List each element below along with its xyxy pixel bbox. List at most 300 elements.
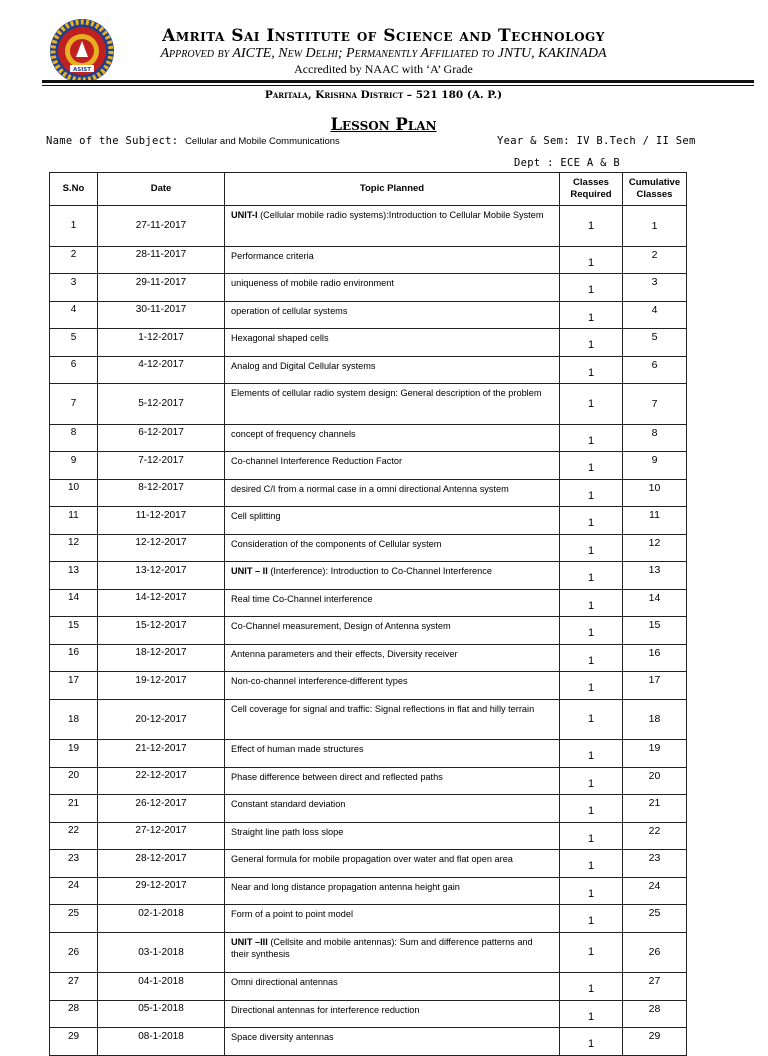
cell-sno-text: 8 <box>70 427 77 439</box>
cell-topic <box>225 672 560 700</box>
cell-classes-required <box>560 822 623 850</box>
cell-classes-required-text: 1 <box>587 860 595 873</box>
cell-cumulative <box>623 932 687 973</box>
cell-sno <box>50 534 98 562</box>
cell-date-text: 27-12-2017 <box>135 825 187 837</box>
cell-sno <box>50 699 98 740</box>
cell-date <box>98 822 225 850</box>
cell-sno <box>50 740 98 768</box>
cell-date-text: 6-12-2017 <box>138 427 184 439</box>
cell-date <box>98 274 225 302</box>
cell-classes-required-text: 1 <box>587 599 595 612</box>
cell-classes-required-text: 1 <box>587 517 595 530</box>
cell-topic <box>225 589 560 617</box>
table-row <box>50 384 687 425</box>
cell-date <box>98 850 225 878</box>
cell-sno-text: 25 <box>67 907 80 919</box>
cell-classes-required-text: 1 <box>587 572 595 585</box>
cell-classes-required <box>560 274 623 302</box>
cell-sno <box>50 329 98 357</box>
cell-sno-text: 17 <box>67 674 80 686</box>
table-row <box>50 562 687 590</box>
cell-topic <box>225 740 560 768</box>
cell-classes-required-text: 1 <box>587 434 595 447</box>
cell-date-text: 15-12-2017 <box>135 619 187 631</box>
cell-sno-text: 7 <box>70 398 77 410</box>
cell-classes-required <box>560 644 623 672</box>
cell-topic <box>225 850 560 878</box>
cell-sno <box>50 479 98 507</box>
cell-classes-required-text: 1 <box>587 777 595 790</box>
topic-text: Cell splitting <box>231 511 281 521</box>
cell-date-text: 04-1-2018 <box>138 975 184 987</box>
cell-cumulative-text: 25 <box>648 907 661 920</box>
cell-cumulative <box>623 452 687 480</box>
cell-date-text: 19-12-2017 <box>135 674 187 686</box>
year-semester: Year & Sem: IV B.Tech / II Sem <box>497 135 696 147</box>
cell-topic <box>225 424 560 452</box>
header-cumulative-classes: Cumulative Classes <box>623 173 687 206</box>
cell-cumulative <box>623 905 687 933</box>
cell-cumulative <box>623 877 687 905</box>
cell-cumulative-text: 26 <box>648 946 661 959</box>
cell-date <box>98 246 225 274</box>
cell-classes-required-text: 1 <box>587 256 595 269</box>
table-row <box>50 246 687 274</box>
cell-classes-required-text: 1 <box>587 915 595 928</box>
table-row <box>50 301 687 329</box>
cell-classes-required <box>560 206 623 247</box>
cell-classes-required-text: 1 <box>587 887 595 900</box>
cell-classes-required <box>560 424 623 452</box>
cell-sno-text: 19 <box>67 742 80 754</box>
cell-cumulative <box>623 589 687 617</box>
cell-classes-required <box>560 850 623 878</box>
cell-date <box>98 424 225 452</box>
cell-topic <box>225 507 560 535</box>
cell-classes-required <box>560 479 623 507</box>
topic-text: Straight line path loss slope <box>231 826 344 837</box>
cell-classes-required <box>560 452 623 480</box>
header-date: Date <box>98 173 225 206</box>
cell-sno-text: 15 <box>67 619 80 631</box>
cell-classes-required-text: 1 <box>587 311 595 324</box>
table-row <box>50 206 687 247</box>
cell-cumulative-text: 21 <box>648 797 661 810</box>
cell-cumulative <box>623 644 687 672</box>
cell-cumulative-text: 11 <box>649 509 660 522</box>
header-rule-thin <box>42 85 754 86</box>
table-row <box>50 905 687 933</box>
cell-sno <box>50 617 98 645</box>
cell-sno-text: 5 <box>70 331 77 343</box>
topic-text: Form of a point to point model <box>231 909 354 919</box>
table-row <box>50 767 687 795</box>
cell-sno-text: 26 <box>67 946 80 958</box>
cell-classes-required <box>560 699 623 740</box>
cell-sno-text: 29 <box>67 1030 80 1042</box>
cell-cumulative-text: 13 <box>648 564 661 577</box>
cell-date-text: 5-12-2017 <box>138 398 184 410</box>
cell-date-text: 8-12-2017 <box>138 482 184 494</box>
topic-text: Real time Co-Channel interference <box>231 593 373 604</box>
cell-sno-text: 10 <box>67 482 80 494</box>
cell-classes-required <box>560 877 623 905</box>
topic-text: Co-channel Interference Reduction Factor <box>231 456 403 466</box>
cell-classes-required-text: 1 <box>587 366 595 379</box>
cell-date-text: 02-1-2018 <box>138 907 184 919</box>
topic-text: Non-co-channel interference-different types <box>231 676 408 686</box>
cell-cumulative <box>623 206 687 247</box>
cell-cumulative-text: 15 <box>648 619 661 632</box>
cell-topic <box>225 562 560 590</box>
cell-cumulative <box>623 562 687 590</box>
unit-label: UNIT-I <box>231 210 258 220</box>
cell-classes-required <box>560 795 623 823</box>
cell-sno <box>50 644 98 672</box>
cell-topic <box>225 356 560 384</box>
cell-sno <box>50 246 98 274</box>
cell-classes-required-text: 1 <box>587 713 595 726</box>
cell-cumulative <box>623 850 687 878</box>
cell-cumulative <box>623 329 687 357</box>
cell-topic <box>225 932 560 973</box>
cell-date <box>98 672 225 700</box>
cell-date <box>98 329 225 357</box>
cell-date-text: 05-1-2018 <box>138 1003 184 1015</box>
cell-cumulative-text: 4 <box>651 303 658 316</box>
cell-classes-required-text: 1 <box>587 544 595 557</box>
topic-text: Space diversity antennas <box>231 1032 334 1042</box>
cell-cumulative <box>623 424 687 452</box>
topic-text: Directional antennas for interference reduction <box>231 1004 420 1015</box>
topic-text: Effect of human made structures <box>231 744 364 754</box>
cell-sno-text: 1 <box>70 220 77 232</box>
table-row <box>50 795 687 823</box>
cell-date <box>98 1000 225 1028</box>
cell-sno-text: 23 <box>67 852 80 864</box>
cell-cumulative-text: 19 <box>648 742 661 755</box>
cell-date-text: 28-12-2017 <box>135 852 187 864</box>
table-row <box>50 589 687 617</box>
cell-cumulative <box>623 479 687 507</box>
cell-topic <box>225 795 560 823</box>
cell-topic <box>225 822 560 850</box>
cell-date <box>98 877 225 905</box>
cell-sno-text: 13 <box>67 564 80 576</box>
cell-classes-required-text: 1 <box>587 750 595 763</box>
logo-text: ASIST <box>73 67 91 73</box>
cell-classes-required <box>560 562 623 590</box>
topic-text: Antenna parameters and their effects, Diversity receiver <box>231 648 458 659</box>
table-row <box>50 932 687 973</box>
topic-text: Near and long distance propagation antenna height gain <box>231 881 460 892</box>
topic-text: operation of cellular systems <box>231 305 348 316</box>
table-row <box>50 877 687 905</box>
cell-sno <box>50 1028 98 1056</box>
cell-date-text: 21-12-2017 <box>135 742 187 754</box>
cell-date <box>98 767 225 795</box>
topic-text: Elements of cellular radio system design: General description of the problem <box>231 388 542 398</box>
accreditation-line: Accredited by NAAC with ‘A’ Grade <box>294 62 473 76</box>
cell-sno <box>50 206 98 247</box>
header-rule-thick <box>42 80 754 83</box>
cell-cumulative <box>623 795 687 823</box>
cell-topic <box>225 644 560 672</box>
cell-cumulative <box>623 822 687 850</box>
cell-sno <box>50 877 98 905</box>
cell-classes-required-text: 1 <box>587 397 595 410</box>
document-title: Lesson Plan <box>330 115 437 134</box>
cell-classes-required-text: 1 <box>587 682 595 695</box>
cell-topic <box>225 246 560 274</box>
topic-text: Omni directional antennas <box>231 977 338 987</box>
cell-topic <box>225 206 560 247</box>
cell-topic <box>225 384 560 425</box>
cell-cumulative <box>623 973 687 1001</box>
cell-date-text: 20-12-2017 <box>135 713 187 725</box>
cell-date <box>98 479 225 507</box>
cell-date <box>98 301 225 329</box>
cell-date-text: 29-11-2017 <box>135 276 187 288</box>
cell-cumulative <box>623 384 687 425</box>
cell-sno-text: 22 <box>67 825 80 837</box>
cell-sno-text: 24 <box>67 880 80 892</box>
cell-date <box>98 740 225 768</box>
cell-sno-text: 27 <box>67 975 80 987</box>
cell-cumulative <box>623 301 687 329</box>
cell-sno <box>50 973 98 1001</box>
cell-classes-required-text: 1 <box>587 1038 595 1051</box>
cell-topic <box>225 973 560 1001</box>
cell-date-text: 27-11-2017 <box>135 220 187 232</box>
cell-cumulative-text: 20 <box>648 769 661 782</box>
department: Dept : ECE A & B <box>514 157 620 169</box>
cell-cumulative-text: 9 <box>651 454 658 467</box>
cell-classes-required-text: 1 <box>587 284 595 297</box>
cell-date <box>98 562 225 590</box>
cell-topic <box>225 617 560 645</box>
cell-classes-required-text: 1 <box>587 832 595 845</box>
topic-text: Cell coverage for signal and traffic: Signal reflections in flat and hilly terrain <box>231 703 535 714</box>
cell-cumulative <box>623 274 687 302</box>
cell-classes-required <box>560 617 623 645</box>
cell-cumulative <box>623 767 687 795</box>
cell-date-text: 03-1-2018 <box>138 946 184 958</box>
cell-classes-required <box>560 905 623 933</box>
table-body <box>50 206 687 1056</box>
cell-date-text: 08-1-2018 <box>138 1030 184 1042</box>
cell-classes-required <box>560 301 623 329</box>
table-row <box>50 507 687 535</box>
table-row <box>50 672 687 700</box>
cell-topic <box>225 877 560 905</box>
table-row <box>50 822 687 850</box>
cell-cumulative-text: 18 <box>648 713 661 726</box>
approval-line: Approved by AICTE, New Delhi; Permanently Affiliated to JNTU, KAKINADA <box>160 46 607 61</box>
subject-line <box>46 135 340 147</box>
cell-sno-text: 6 <box>70 359 77 371</box>
cell-date-text: 13-12-2017 <box>135 564 187 576</box>
cell-cumulative-text: 17 <box>648 674 661 687</box>
cell-cumulative-text: 16 <box>648 646 661 659</box>
cell-topic <box>225 1000 560 1028</box>
subject-label: Name of the Subject: <box>46 135 179 147</box>
cell-sno <box>50 822 98 850</box>
cell-date <box>98 905 225 933</box>
cell-sno <box>50 767 98 795</box>
cell-classes-required <box>560 384 623 425</box>
table-row <box>50 617 687 645</box>
table-row <box>50 274 687 302</box>
cell-classes-required-text: 1 <box>587 339 595 352</box>
cell-sno <box>50 795 98 823</box>
cell-sno-text: 18 <box>67 713 80 725</box>
cell-topic <box>225 329 560 357</box>
cell-cumulative-text: 27 <box>648 975 661 988</box>
cell-date-text: 29-12-2017 <box>135 880 187 892</box>
table-row <box>50 850 687 878</box>
table-row <box>50 356 687 384</box>
cell-cumulative-text: 7 <box>651 397 658 410</box>
header-topic: Topic Planned <box>225 173 560 206</box>
topic-text: Analog and Digital Cellular systems <box>231 360 376 371</box>
cell-sno-text: 28 <box>67 1003 80 1015</box>
cell-sno-text: 4 <box>70 304 77 316</box>
cell-cumulative-text: 3 <box>651 276 658 289</box>
cell-date-text: 22-12-2017 <box>135 770 187 782</box>
cell-topic <box>225 699 560 740</box>
table-row <box>50 1000 687 1028</box>
cell-date <box>98 932 225 973</box>
table-row <box>50 699 687 740</box>
cell-classes-required <box>560 932 623 973</box>
cell-sno-text: 3 <box>70 276 77 288</box>
cell-cumulative <box>623 246 687 274</box>
cell-date <box>98 1028 225 1056</box>
cell-topic <box>225 452 560 480</box>
cell-classes-required-text: 1 <box>587 462 595 475</box>
cell-date <box>98 973 225 1001</box>
cell-date <box>98 507 225 535</box>
table-row <box>50 452 687 480</box>
cell-topic <box>225 905 560 933</box>
topic-text: (Cellsite and mobile antennas): Sum and difference patterns and their synthesis <box>231 936 533 959</box>
cell-topic <box>225 274 560 302</box>
cell-date-text: 12-12-2017 <box>135 537 187 549</box>
cell-cumulative-text: 1 <box>651 219 658 232</box>
cell-classes-required-text: 1 <box>587 219 595 232</box>
cell-sno-text: 2 <box>70 249 77 261</box>
cell-classes-required <box>560 246 623 274</box>
cell-date-text: 4-12-2017 <box>138 359 184 371</box>
cell-sno <box>50 452 98 480</box>
cell-classes-required-text: 1 <box>587 489 595 502</box>
cell-cumulative-text: 2 <box>651 248 658 261</box>
cell-sno <box>50 301 98 329</box>
cell-sno-text: 11 <box>68 509 79 521</box>
topic-text: Performance criteria <box>231 250 314 261</box>
cell-cumulative <box>623 534 687 562</box>
cell-date-text: 14-12-2017 <box>135 592 187 604</box>
cell-cumulative-text: 22 <box>648 824 661 837</box>
cell-classes-required <box>560 672 623 700</box>
cell-classes-required <box>560 1000 623 1028</box>
cell-sno <box>50 424 98 452</box>
header-sno: S.No <box>50 173 98 206</box>
cell-date-text: 26-12-2017 <box>135 797 187 809</box>
cell-date <box>98 699 225 740</box>
cell-sno <box>50 507 98 535</box>
cell-date <box>98 384 225 425</box>
topic-text: (Cellular mobile radio systems):Introduction to Cellular Mobile System <box>257 210 544 220</box>
cell-sno-text: 20 <box>67 770 80 782</box>
cell-date-text: 11-12-2017 <box>135 509 187 521</box>
table-row <box>50 329 687 357</box>
unit-label: UNIT –III <box>231 936 268 947</box>
header-classes-required: Classes Required <box>560 173 623 206</box>
cell-cumulative <box>623 672 687 700</box>
cell-cumulative-text: 12 <box>648 536 661 549</box>
topic-text: uniqueness of mobile radio environment <box>231 278 394 288</box>
cell-sno <box>50 932 98 973</box>
cell-classes-required <box>560 589 623 617</box>
cell-cumulative-text: 28 <box>648 1002 661 1015</box>
unit-label: UNIT – II <box>231 566 268 576</box>
table-row <box>50 479 687 507</box>
cell-date-text: 18-12-2017 <box>135 647 187 659</box>
institute-name: Amrita Sai Institute of Science and Technology <box>162 26 605 46</box>
cell-topic <box>225 767 560 795</box>
cell-date-text: 30-11-2017 <box>135 304 187 316</box>
cell-topic <box>225 1028 560 1056</box>
cell-date <box>98 452 225 480</box>
cell-date <box>98 534 225 562</box>
table-header-row <box>50 173 687 206</box>
cell-sno-text: 21 <box>67 797 80 809</box>
cell-sno <box>50 1000 98 1028</box>
cell-classes-required-text: 1 <box>587 654 595 667</box>
cell-date <box>98 617 225 645</box>
table-row <box>50 534 687 562</box>
cell-date-text: 7-12-2017 <box>138 454 184 466</box>
cell-cumulative-text: 6 <box>651 358 658 371</box>
cell-topic <box>225 301 560 329</box>
cell-sno <box>50 905 98 933</box>
cell-topic <box>225 534 560 562</box>
cell-date-text: 28-11-2017 <box>135 249 187 261</box>
cell-sno-text: 9 <box>70 454 77 466</box>
topic-text: Phase difference between direct and reflected paths <box>231 771 443 782</box>
topic-text: Co-Channel measurement, Design of Antenna system <box>231 621 451 631</box>
topic-text: Hexagonal shaped cells <box>231 333 329 343</box>
cell-classes-required <box>560 534 623 562</box>
cell-cumulative-text: 24 <box>648 879 661 892</box>
cell-sno <box>50 589 98 617</box>
cell-cumulative <box>623 1028 687 1056</box>
cell-cumulative <box>623 617 687 645</box>
cell-date <box>98 356 225 384</box>
cell-cumulative-text: 29 <box>648 1030 661 1043</box>
table-row <box>50 1028 687 1056</box>
table-row <box>50 740 687 768</box>
cell-topic <box>225 479 560 507</box>
cell-sno <box>50 672 98 700</box>
cell-sno-text: 12 <box>67 537 80 549</box>
cell-date <box>98 795 225 823</box>
cell-sno <box>50 850 98 878</box>
cell-cumulative <box>623 356 687 384</box>
